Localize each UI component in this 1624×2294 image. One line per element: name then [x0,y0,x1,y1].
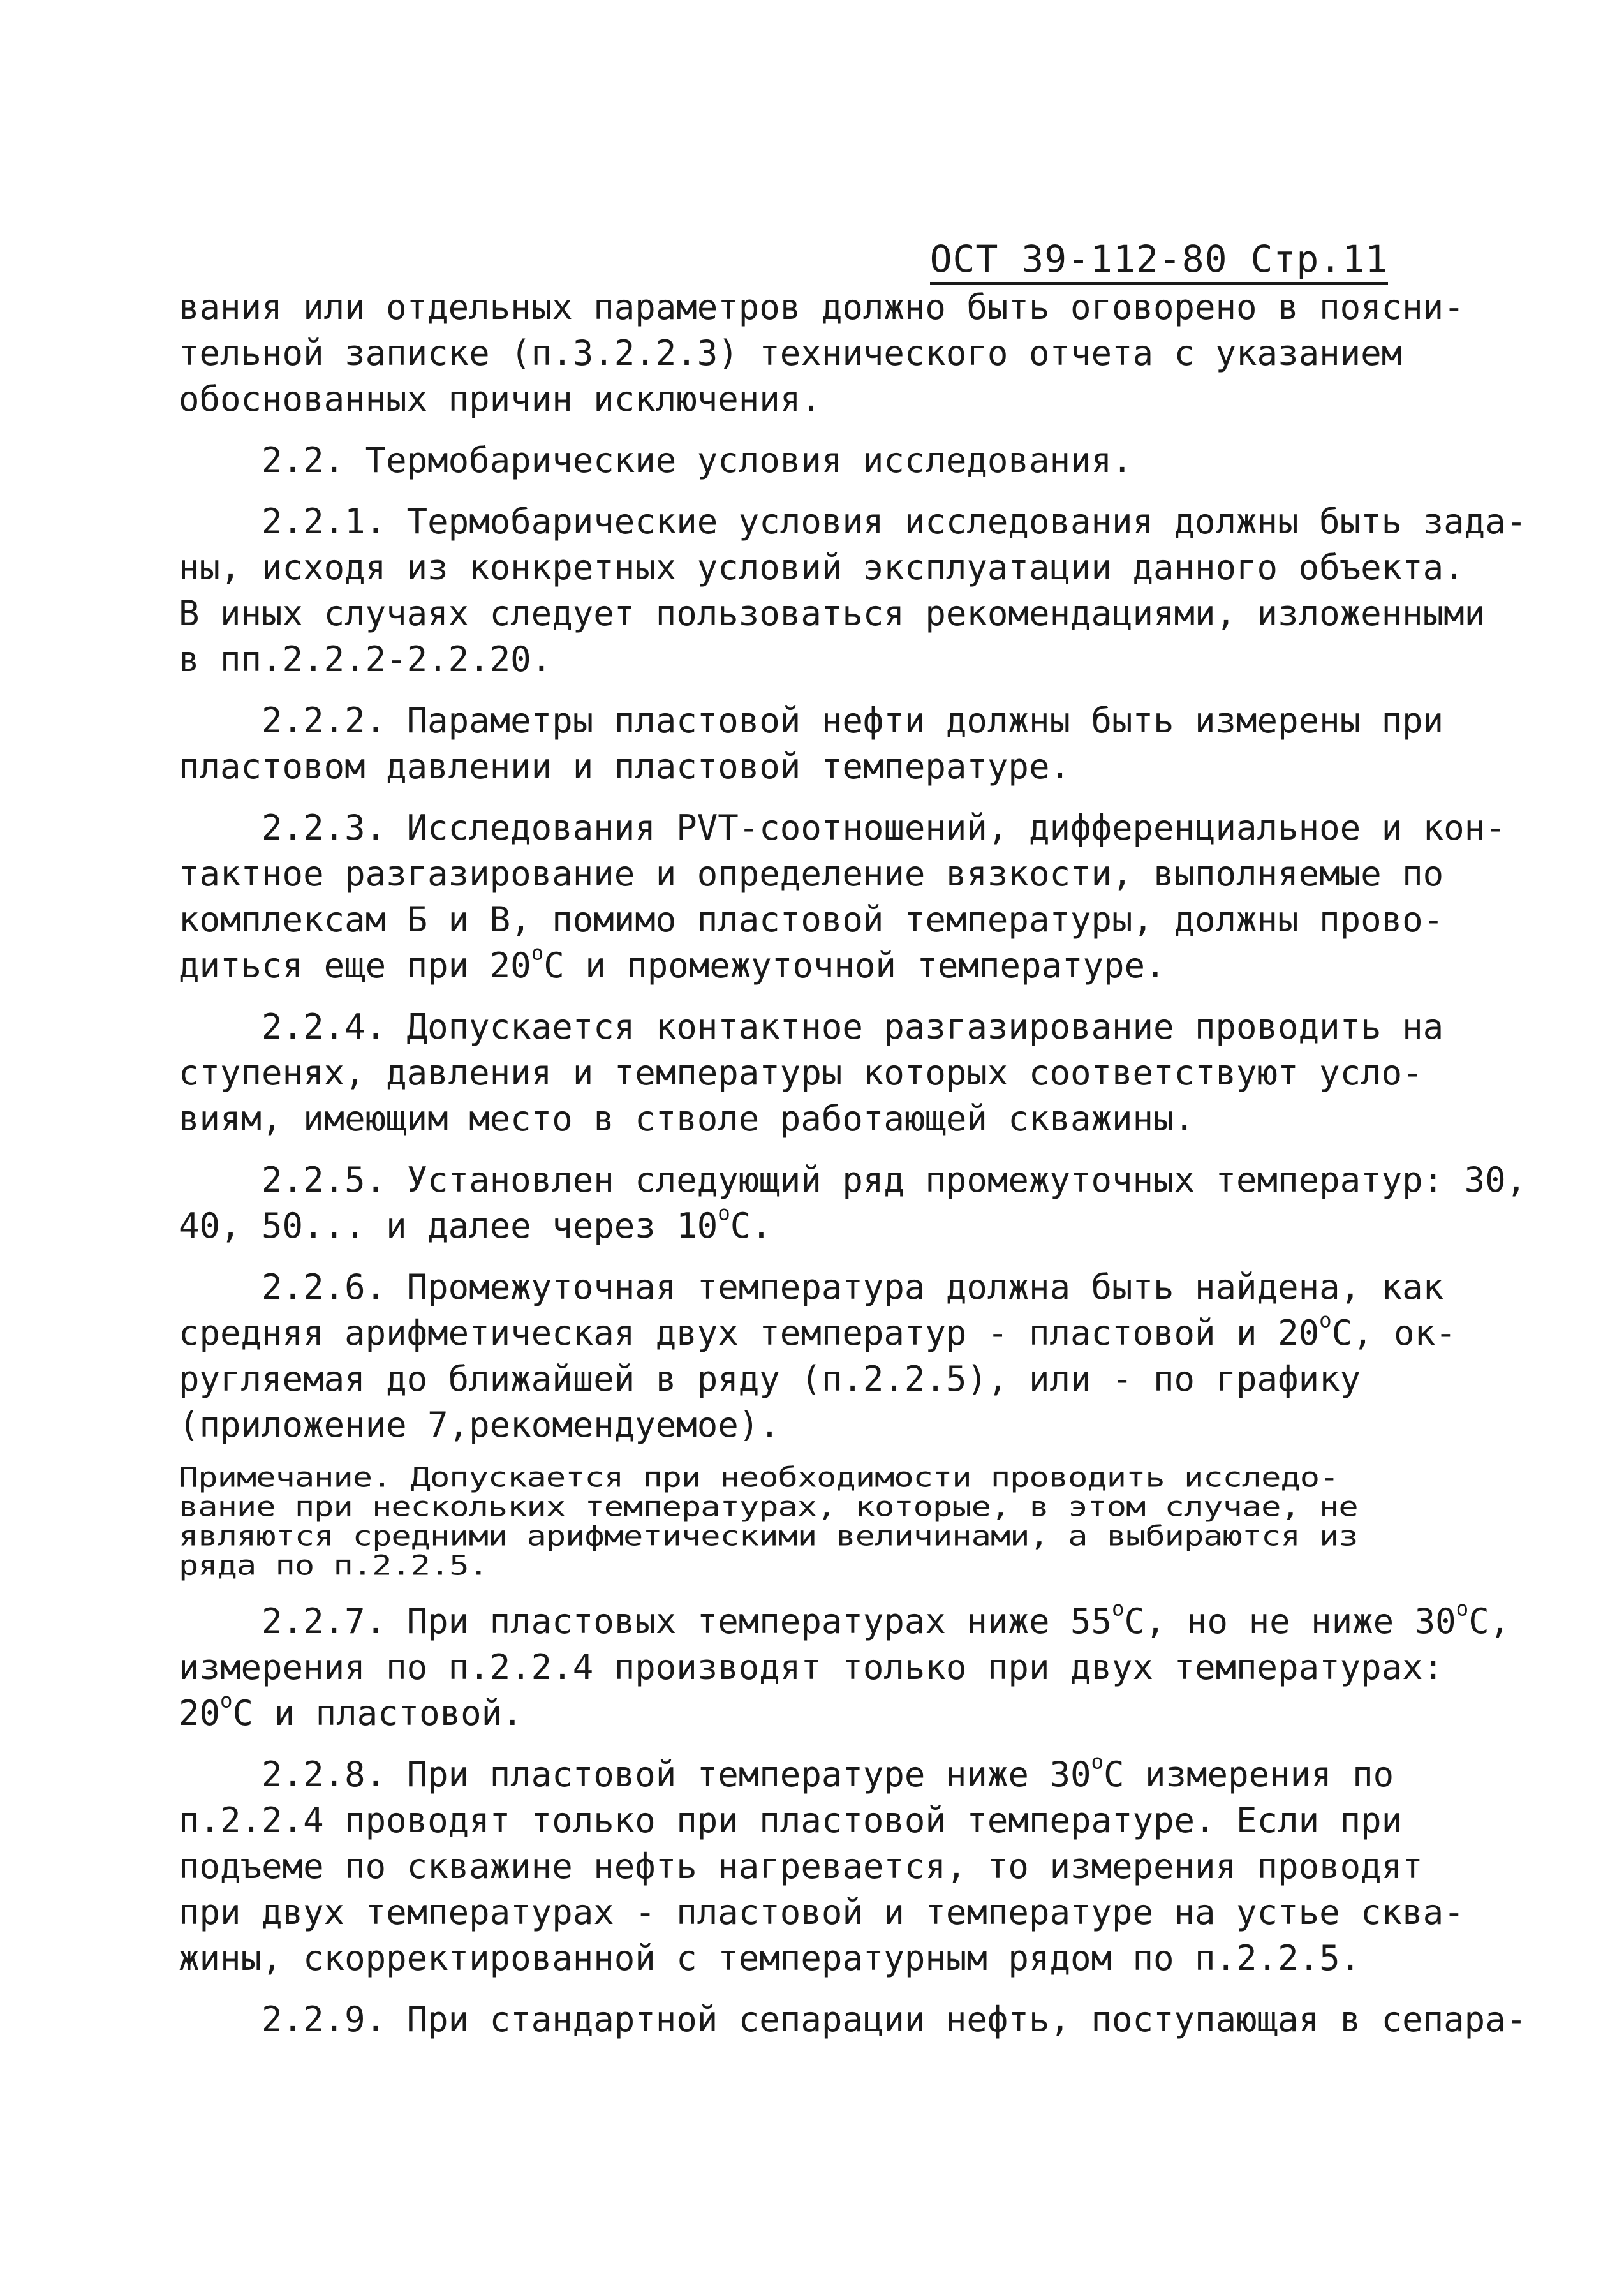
text-line: тактное разгазирование и определение вязкости, выполняемые по [179,854,1444,894]
text-line: 2.2.6. Промежуточная температура должна быть найдена, как [179,1267,1444,1307]
text-line: вания или отдельных параметров должно быть оговорено в поясни- [179,287,1465,327]
note-line: Примечание. Допускается при необходимости проводить исследо- [179,1462,1339,1494]
text-line: 40, 50... и далее через $10^оС$. [179,1201,772,1246]
note-line: вание при нескольких температурах, которые, в этом случае, не [179,1491,1358,1523]
text-line: при двух температурах - пластовой и температуре на устье сква- [179,1892,1465,1932]
text-line: 2.2.9. При стандартной сепарации нефть, поступающая в сепара- [179,1999,1527,2039]
text-line: В иных случаях следует пользоваться рекомендациями, изложенными [179,593,1486,633]
text-line: п.2.2.4 проводят только при пластовой температуре. Если при [179,1800,1403,1840]
text-line: обоснованных причин исключения. [179,379,822,419]
note-line: являются средними арифметическими величинами, а выбираются из [179,1521,1358,1553]
text-line: комплексам Б и В, помимо пластовой температуры, должны прово- [179,899,1444,940]
document-header: ОСТ 39-112-80 Стр.11 [930,237,1388,285]
note-line: ряда по п.2.2.5. [179,1550,488,1582]
text-line: ны, исходя из конкретных условий эксплуатации данного объекта. [179,547,1465,588]
text-line: измерения по п.2.2.4 производят только при двух температурах: [179,1647,1444,1687]
text-line: средняя арифметическая двух температур - пластовой и $20^оС$, ок- [179,1308,1456,1353]
text-line: 2.2.3. Исследования PVT-соотношений, дифференциальное и кон- [179,808,1506,848]
text-line: ступенях, давления и температуры которых соответствуют усло- [179,1053,1423,1093]
text-line: 2.2. Термобарические условия исследования. [179,440,1133,480]
text-line: тельной записке (п.3.2.2.3) технического отчета с указанием [179,333,1403,373]
text-line: в пп.2.2.2-2.2.20. [179,639,552,679]
text-line: ругляемая до ближайшей в ряду (п.2.2.5), или - по графику [179,1359,1361,1399]
text-line: 2.2.1. Термобарические условия исследования должны быть зада- [179,501,1527,542]
text-line: 2.2.4. Допускается контактное разгазирование проводить на [179,1007,1444,1047]
text-line: 2.2.5. Установлен следующий ряд промежуточных температур: 30, [179,1160,1527,1200]
text-line: пластовом давлении и пластовой температуре. [179,746,1070,787]
text-line: жины, скорректированной с температурным рядом по п.2.2.5. [179,1938,1361,1978]
text-line: 2.2.8. При пластовой температуре ниже $30^оС$ измерения по [179,1749,1394,1795]
text-line: диться еще при $20^оС$ и промежуточной температуре. [179,940,1166,986]
text-line: (приложение 7,рекомендуемое). [179,1405,780,1445]
text-line: 2.2.2. Параметры пластовой нефти должны быть измерены при [179,700,1444,741]
text-line: 2.2.7. При пластовых температурах ниже $55^оС$, но не ниже $30^оС$, [179,1596,1510,1641]
text-line: виям, имеющим место в стволе работающей скважины. [179,1099,1195,1139]
text-line: подъеме по скважине нефть нагревается, то измерения проводят [179,1846,1423,1886]
text-line: $20^оС$ и пластовой. [179,1688,523,1733]
